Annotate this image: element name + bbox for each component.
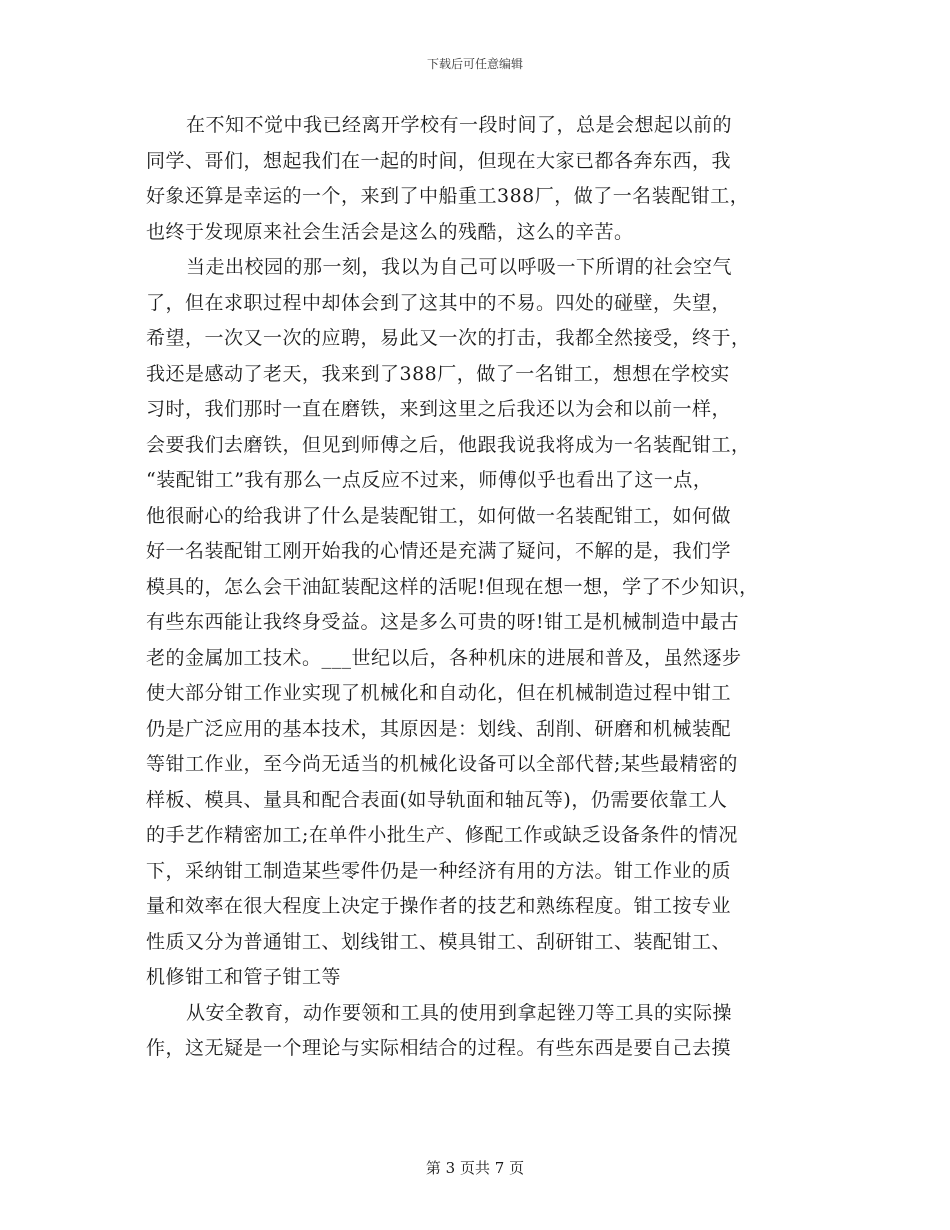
text-line: 同学、哥们，想起我们在一起的时间，但现在大家已都各奔东西，我 [146, 149, 732, 172]
text-line: “装配钳工”我有那么一点反应不过来，师傅似乎也看出了这一点， [146, 469, 713, 491]
document-body [146, 108, 806, 1067]
text-line: 性质又分为普通钳工、划线钳工、模具钳工、刮研钳工、装配钳工、 [146, 930, 732, 953]
page-header: 下载后可任意编辑 [426, 57, 523, 71]
text-line: 老的金属加工技术。___世纪以后，各种机床的进展和普及，虽然逐步 [146, 646, 742, 669]
text-line: 好象还算是幸运的一个，来到了中船重工388厂，做了一名装配钳工， [146, 185, 750, 207]
text-line: 他很耐心的给我讲了什么是装配钳工，如何做一名装配钳工，如何做 [146, 504, 732, 527]
text-line: 在不知不觉中我已经离开学校有一段时间了，总是会想起以前的 [186, 114, 733, 136]
text-line: 机修钳工和管子钳工等 [146, 966, 342, 988]
text-line: 下，采纳钳工制造某些零件仍是一种经济有用的方法。钳工作业的质 [146, 859, 732, 882]
text-line: 好一名装配钳工刚开始我的心情还是充满了疑问，不解的是，我们学 [146, 540, 732, 562]
text-line: 有些东西能让我终身受益。这是多么可贵的呀!钳工是机械制造中最古 [146, 611, 740, 633]
text-line: 了，但在求职过程中却体会到了这其中的不易。四处的碰壁，失望， [146, 291, 732, 314]
paragraph-1 [146, 108, 806, 250]
text-line: 等钳工作业，至今尚无适当的机械化设备可以全部代替;某些最精密的 [146, 753, 738, 775]
text-line: 样板、模具、量具和配合表面(如导轨面和轴瓦等)，仍需要依靠工人 [146, 788, 728, 811]
text-line: 当走出校园的那一刻，我以为自己可以呼吸一下所谓的社会空气 [186, 256, 733, 278]
text-line: 使大部分钳工作业实现了机械化和自动化，但在机械制造过程中钳工 [146, 682, 732, 704]
paragraph-3 [146, 996, 806, 1067]
text-line: 会要我们去磨铁，但见到师傅之后，他跟我说我将成为一名装配钳工， [146, 433, 751, 456]
text-line: 我还是感动了老天，我来到了388厂，做了一名钳工，想想在学校实 [146, 362, 730, 385]
text-line: 量和效率在很大程度上决定于操作者的技艺和熟练程度。钳工按专业 [146, 895, 732, 917]
text-line: 的手艺作精密加工;在单件小批生产、修配工作或缺乏设备条件的情况 [146, 824, 738, 846]
text-line: 习时，我们那时一直在磨铁，来到这里之后我还以为会和以前一样， [146, 398, 732, 420]
text-line: 模具的，怎么会干油缸装配这样的活呢!但现在想一想，学了不少知识， [146, 575, 759, 598]
text-line: 从安全教育，动作要领和工具的使用到拿起锉刀等工具的实际操 [186, 1001, 733, 1024]
paragraph-2 [146, 250, 806, 996]
text-line: 也终于发现原来社会生活会是这么的残酷，这么的辛苦。 [146, 220, 634, 243]
text-line: 作，这无疑是一个理论与实际相结合的过程。有些东西是要自己去摸 [146, 1037, 732, 1059]
text-line: 希望，一次又一次的应聘，易此又一次的打击，我都全然接受，终于， [146, 327, 751, 349]
text-line: 仍是广泛应用的基本技术，其原因是：划线、刮削、研磨和机械装配 [146, 717, 732, 740]
page-footer: 第 3 页共 7 页 [425, 1159, 525, 1177]
